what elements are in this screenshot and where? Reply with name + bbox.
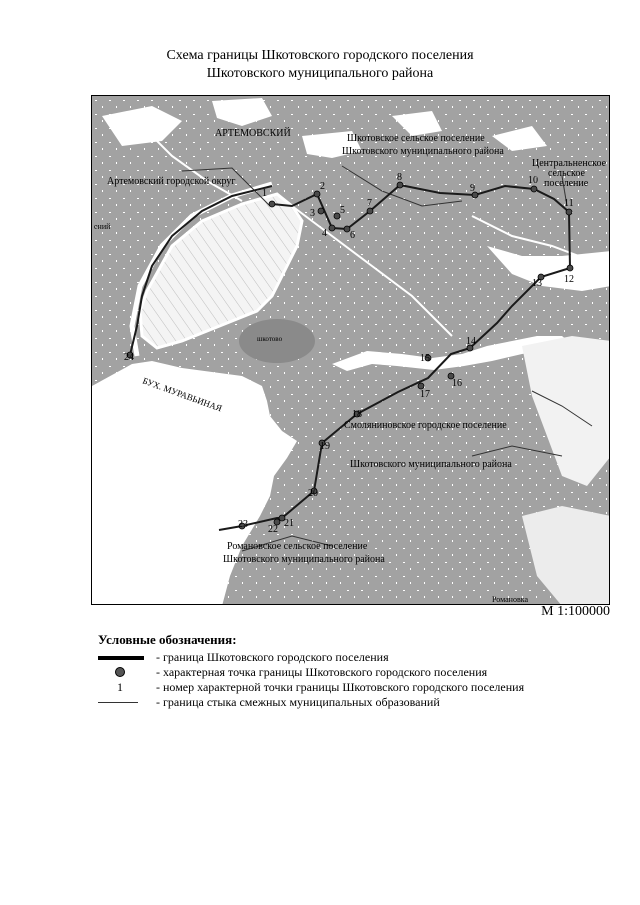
point-number-23: 23 [238, 519, 248, 530]
point-number-8: 8 [397, 172, 402, 183]
point-number-15: 15 [420, 353, 430, 364]
legend-item-text: - граница Шкотовского городского поселения [156, 650, 389, 664]
point-number-7: 7 [367, 198, 372, 209]
label-romanovskoe-1: Романовское сельское поселение [227, 541, 368, 552]
point-number-12: 12 [564, 274, 574, 285]
point-number-21: 21 [284, 518, 294, 529]
legend-item-adjacent [98, 695, 618, 710]
label-centralnenskoe-1: Центральненское [532, 158, 607, 169]
label-romanovka: Романовка [492, 595, 529, 604]
legend-dot-symbol [98, 665, 146, 680]
point-number-16: 16 [452, 378, 462, 389]
legend [98, 632, 618, 710]
point-number-14: 14 [466, 336, 476, 347]
label-smolyaninovskoe-1: Смоляниновское городское поселение [344, 420, 507, 431]
boundary-point-1 [269, 201, 275, 207]
map-title-line-1: Схема границы Шкотовского городского поселения [166, 48, 474, 63]
label-romanovskoe-2: Шкотовского муниципального района [223, 554, 385, 565]
legend-item-number [98, 680, 618, 695]
label-shkotovskoe-sp-1: Шкотовское сельское поселение [347, 133, 485, 144]
map-frame [91, 95, 610, 605]
boundary-point-4 [329, 225, 335, 231]
label-centralnenskoe-3: поселение [544, 178, 589, 189]
point-number-5: 5 [340, 205, 345, 216]
map-title-line-2: Шкотовского муниципального района [206, 66, 434, 81]
point-number-1: 1 [262, 188, 267, 199]
label-artem-okrug: Артемовский городской округ [107, 176, 236, 187]
point-number-11: 11 [564, 198, 574, 209]
legend-number-symbol: 1 [117, 680, 123, 694]
map-scale: М 1:100000 [541, 604, 610, 619]
legend-item-text: - граница стыка смежных муниципальных образований [156, 695, 440, 709]
label-shkotovo: шкотово [257, 335, 283, 343]
point-number-4: 4 [322, 228, 327, 239]
legend-item-boundary [98, 650, 618, 665]
point-number-13: 13 [532, 278, 542, 289]
label-centralnenskoe-2: сельское [548, 168, 585, 179]
legend-title: Условные обозначения: [98, 632, 237, 647]
map-canvas [92, 96, 610, 605]
legend-thick-line-symbol [98, 650, 146, 665]
legend-thin-line-symbol [98, 695, 146, 710]
point-number-9: 9 [470, 183, 475, 194]
label-smolyaninovskoe-2: Шкотовского муниципального района [350, 459, 512, 470]
point-number-6: 6 [350, 230, 355, 241]
point-number-24: 24 [124, 352, 134, 363]
label-bay: БУХ. МУРАВЬИНАЯ [141, 375, 224, 414]
label-artemovsky: АРТЕМОВСКИЙ [215, 128, 291, 139]
point-number-18: 18 [352, 409, 362, 420]
boundary-point-12 [567, 265, 573, 271]
label-shkotovskoe-sp-2: Шкотовского муниципального района [342, 146, 504, 157]
point-number-20: 20 [308, 488, 318, 499]
legend-item-point [98, 665, 618, 680]
point-number-2: 2 [320, 181, 325, 192]
point-number-3: 3 [310, 208, 315, 219]
boundary-point-11 [566, 209, 572, 215]
boundary-point-10 [531, 186, 537, 192]
label-lenny: ений [94, 222, 111, 231]
boundary-point-3 [318, 208, 324, 214]
legend-item-text: - характерная точка границы Шкотовского городского поселения [156, 665, 488, 679]
point-number-19: 19 [320, 441, 330, 452]
point-number-22: 22 [268, 524, 278, 535]
point-number-10: 10 [528, 175, 538, 186]
point-number-17: 17 [420, 389, 430, 400]
legend-item-text: - номер характерной точки границы Шкотовского городского поселения [156, 680, 525, 694]
